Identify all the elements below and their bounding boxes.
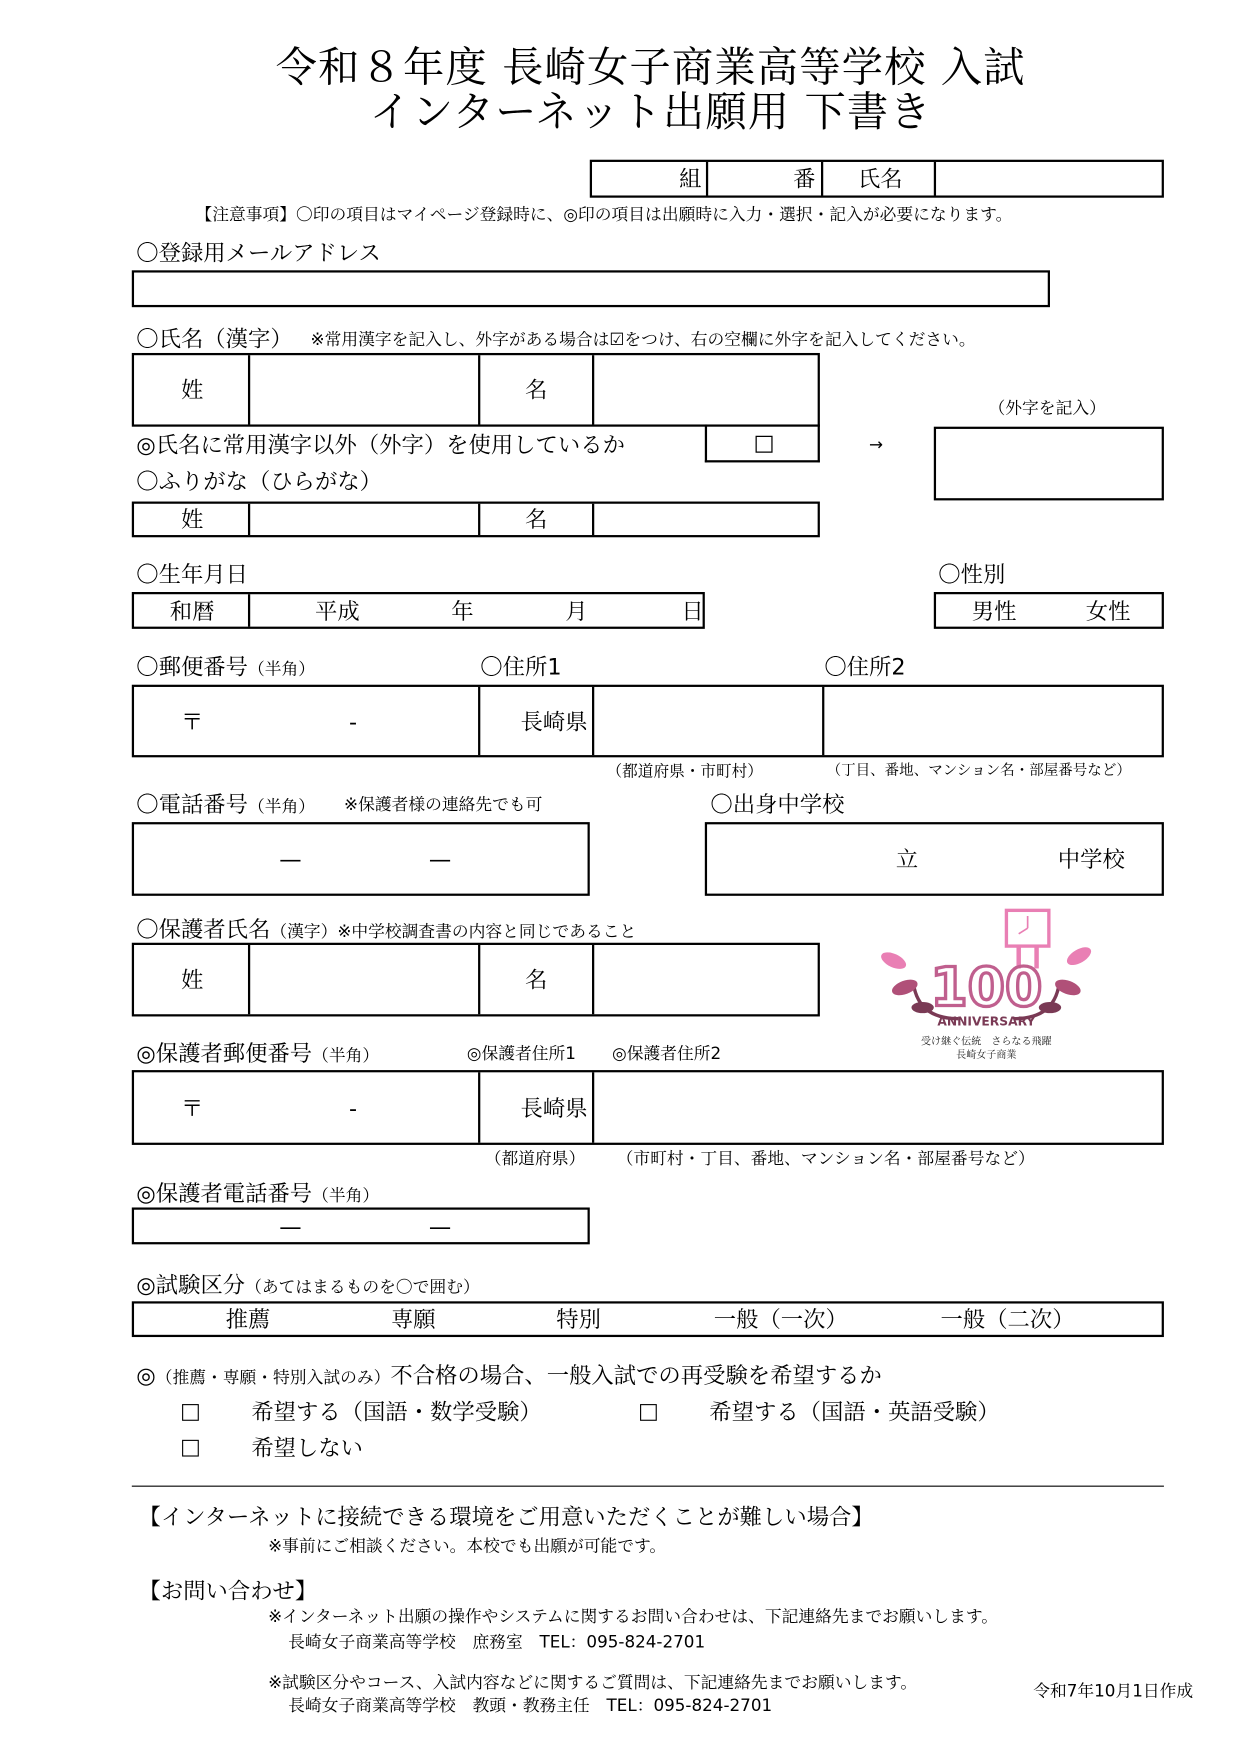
- furigana-table: [132, 502, 820, 538]
- retake-option-math: 希望する（国語・数学受験）: [251, 1398, 542, 1426]
- retake-option-english: 希望する（国語・英語受験）: [709, 1398, 1000, 1426]
- school-ritsu: 立: [895, 845, 919, 873]
- exam-option-suisen[interactable]: 推薦: [225, 1305, 271, 1333]
- logo-anniversary: ANNIVERSARY: [937, 1014, 1036, 1029]
- guardian-address-table: [132, 1070, 1164, 1145]
- sex-male-option[interactable]: 男性: [971, 597, 1017, 624]
- phone-dash: —: [279, 1212, 302, 1240]
- inquiry-heading: 【お問い合わせ】: [138, 1577, 318, 1605]
- retake-checkbox-math[interactable]: [182, 1404, 199, 1421]
- sex-label: 〇性別: [938, 560, 1006, 588]
- sei-kanji-field[interactable]: [250, 355, 478, 424]
- student-name-field[interactable]: [936, 162, 1162, 196]
- postal-field[interactable]: [134, 687, 478, 755]
- gaiji-field[interactable]: [934, 427, 1164, 501]
- prefecture-label: 長崎県: [520, 1094, 588, 1121]
- phone-dash: —: [428, 1212, 452, 1240]
- postal-mark: 〒: [180, 707, 204, 735]
- school-field[interactable]: [705, 822, 1164, 896]
- address1-label: 〇住所1: [480, 653, 562, 681]
- address1-note: （都道府県・市町村）: [606, 762, 763, 781]
- furigana-label: 〇ふりがな（ひらがな）: [136, 468, 383, 495]
- name-label: 氏名: [857, 165, 903, 193]
- anniversary-logo-graphic: [880, 907, 1092, 1063]
- inquiry-line3: ※試験区分やコース、入試内容などに関するご質問は、下記連絡先までお願いします。: [268, 1672, 918, 1693]
- retake-checkbox-english[interactable]: [640, 1404, 657, 1421]
- phone-dash: —: [428, 845, 452, 873]
- address-table: [132, 685, 1164, 758]
- exam-option-tokubetsu[interactable]: 特別: [556, 1305, 601, 1333]
- exam-options-table: [132, 1301, 1164, 1337]
- phone-note: ※保護者様の連絡先でも可: [344, 794, 543, 815]
- email-label: 〇登録用メールアドレス: [136, 239, 381, 266]
- day-label: 日: [681, 597, 704, 624]
- address2-field[interactable]: [824, 687, 1161, 755]
- inquiry-line4: 長崎女子商業高等学校 教頭・教務主任 TEL：095-824-2701: [288, 1695, 773, 1716]
- retake-question: ◎（推薦・専願・特別入試のみ）不合格の場合、一般入試での再受験を希望するか: [136, 1361, 882, 1389]
- postal-dash: -: [348, 1094, 358, 1121]
- gaiji-checkbox-cell[interactable]: [705, 424, 820, 462]
- guardian-address-field[interactable]: [594, 1072, 1161, 1142]
- school-suffix: 中学校: [1057, 845, 1125, 873]
- birth-table[interactable]: [132, 592, 705, 629]
- mei-kanji-field[interactable]: [594, 355, 817, 424]
- era-heisei: 平成: [314, 597, 360, 624]
- guardian-mei-field[interactable]: [594, 945, 817, 1014]
- guardian-name-label: 〇保護者氏名（漢字）※中学校調査書の内容と同じであること: [136, 915, 637, 943]
- sei-furigana-field[interactable]: [250, 504, 478, 535]
- retake-checkbox-none[interactable]: [182, 1440, 199, 1457]
- name-kanji-table: [132, 353, 820, 427]
- sex-table: [934, 592, 1164, 629]
- guardian-postal-label: ◎保護者郵便番号（半角）: [136, 1039, 380, 1067]
- guardian-sei-field[interactable]: [250, 945, 478, 1014]
- logo-slogan: 受け継ぐ伝統 さらなる飛躍: [920, 1036, 1052, 1048]
- postal-mark: 〒: [180, 1094, 204, 1121]
- exam-option-ippan-2[interactable]: 一般（二次）: [940, 1305, 1075, 1333]
- arrow-icon: →: [869, 434, 884, 455]
- title-line1: 令和８年度 長崎女子商業高等学校 入試: [275, 43, 1026, 92]
- postal-label: 〇郵便番号（半角）: [136, 653, 316, 681]
- logo-school: 長崎女子商業: [956, 1049, 1017, 1061]
- retake-option-none: 希望しない: [251, 1434, 364, 1462]
- no-internet-note: ※事前にご相談ください。本校でも出願が可能です。: [268, 1535, 667, 1556]
- mei-label: 名: [524, 506, 548, 533]
- month-label: 月: [565, 597, 588, 624]
- phone-label: 〇電話番号（半角）: [136, 790, 316, 818]
- prefecture-label: 長崎県: [520, 707, 588, 735]
- exam-label: ◎試験区分（あてはまるものを〇で囲む）: [136, 1271, 480, 1298]
- created-date: 令和7年10月1日作成: [1033, 1681, 1194, 1702]
- school-label: 〇出身中学校: [710, 790, 845, 818]
- sei-label: 姓: [180, 966, 204, 994]
- guardian-address1-note: （都道府県）: [484, 1148, 586, 1169]
- exam-option-ippan-1[interactable]: 一般（一次）: [713, 1305, 848, 1333]
- sei-label: 姓: [180, 506, 204, 533]
- gaiji-checkbox[interactable]: □: [753, 428, 775, 456]
- sei-label: 姓: [180, 376, 204, 404]
- guardian-name-table: [132, 943, 820, 1017]
- notice-text: 【注意事項】〇印の項目はマイページ登録時に、◎印の項目は出願時に入力・選択・記入が必要になります。: [195, 204, 1013, 225]
- guardian-postal-field[interactable]: [134, 1072, 478, 1142]
- era-label: 和暦: [169, 597, 215, 624]
- ban-label: 番: [793, 165, 816, 193]
- divider: [132, 1486, 1164, 1487]
- exam-option-sengan[interactable]: 専願: [390, 1305, 436, 1333]
- birth-label: 〇生年月日: [136, 560, 248, 588]
- inquiry-line2: 長崎女子商業高等学校 庶務室 TEL：095-824-2701: [288, 1631, 706, 1653]
- logo-number: 100: [930, 955, 1043, 1019]
- no-internet-heading: 【インターネットに接続できる環境をご用意いただくことが難しい場合】: [138, 1503, 874, 1531]
- mei-furigana-field[interactable]: [594, 504, 817, 535]
- address2-label: 〇住所2: [824, 653, 906, 681]
- email-field[interactable]: [132, 270, 1050, 307]
- mei-label: 名: [524, 966, 548, 994]
- postal-dash: -: [348, 707, 358, 735]
- address2-note: （丁目、番地、マンション名・部屋番号など）: [826, 762, 1131, 780]
- phone-dash: —: [279, 845, 302, 873]
- name-kanji-label: 〇氏名（漢字）: [136, 325, 293, 352]
- address1-field[interactable]: [594, 687, 822, 755]
- gaiji-box-label: （外字を記入）: [988, 397, 1106, 418]
- guardian-phone-label: ◎保護者電話番号（半角）: [136, 1179, 380, 1207]
- guardian-phone-field[interactable]: [132, 1207, 590, 1244]
- name-kanji-note: ※常用漢字を記入し、外字がある場合は☑をつけ、右の空欄に外字を記入してください。: [310, 329, 976, 350]
- phone-field[interactable]: [132, 822, 590, 896]
- guardian-address2-note: （市町村・丁目、番地、マンション名・部屋番号など）: [616, 1148, 1035, 1169]
- anniversary-logo: [880, 907, 1092, 1063]
- guardian-address2-label: ◎保護者住所2: [612, 1043, 722, 1064]
- gaiji-label: ◎氏名に常用漢字以外（外字）を使用しているか: [136, 431, 625, 458]
- mei-label: 名: [524, 376, 548, 404]
- class-number-name-table: [590, 160, 1164, 198]
- title-line2: インターネット出願用 下書き: [369, 88, 932, 137]
- year-label: 年: [451, 597, 474, 624]
- kumi-label: 組: [679, 165, 702, 193]
- guardian-address1-label: ◎保護者住所1: [466, 1043, 576, 1064]
- sex-female-option[interactable]: 女性: [1085, 597, 1131, 624]
- inquiry-line1: ※インターネット出願の操作やシステムに関するお問い合わせは、下記連絡先までお願いします。: [268, 1606, 999, 1627]
